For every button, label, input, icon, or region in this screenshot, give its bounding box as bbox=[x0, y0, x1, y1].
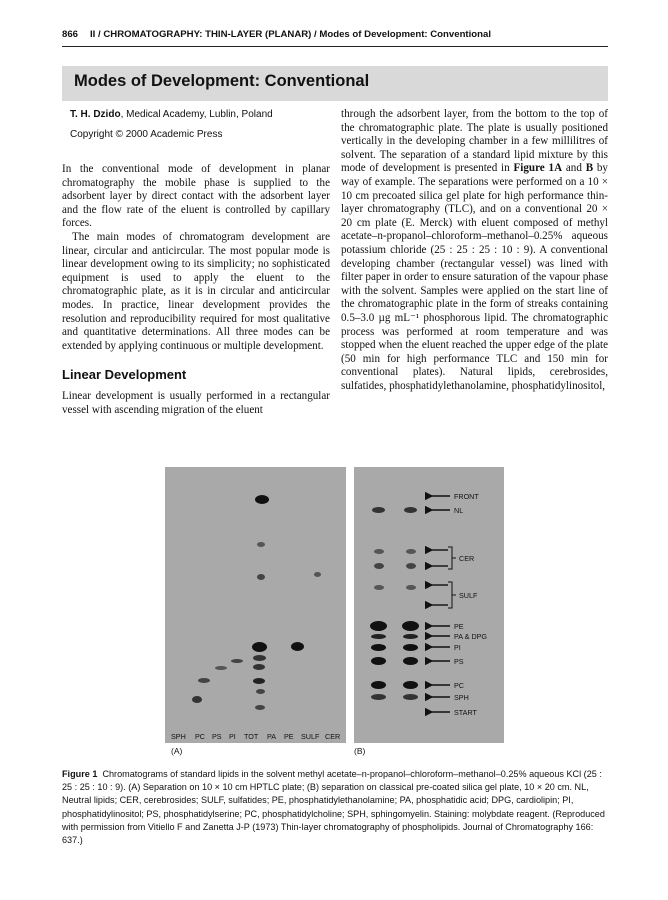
marker-sph: SPH bbox=[454, 693, 469, 702]
spot bbox=[372, 507, 385, 513]
spot bbox=[403, 681, 418, 689]
spot bbox=[404, 507, 417, 513]
section-heading: Linear Development bbox=[62, 367, 187, 383]
spot bbox=[253, 655, 266, 661]
spot bbox=[374, 563, 384, 569]
spot bbox=[371, 634, 386, 639]
spot bbox=[256, 689, 265, 694]
article-title: Modes of Development: Conventional bbox=[74, 72, 370, 90]
brace-sulf bbox=[448, 582, 456, 608]
marker-cer: CER bbox=[459, 554, 475, 563]
intro-paragraph-2: The main modes of chromatogram development are linear, circular and anticircular. The most popular mode is linear development owing to its simplicity; no sophisticated equipment is used to apply the eluent to the chromatographic plate, as it is in circular and anticircular modes. In practice, linear development provides the resolution and reproducibility required for most qualitative and quantitative determinations. All three modes can be extended by applying continuous or multiple development. bbox=[62, 230, 330, 352]
spot bbox=[192, 696, 202, 703]
spot bbox=[403, 657, 418, 665]
running-head-text: II / CHROMATOGRAPHY: THIN-LAYER (PLANAR) / Modes of Development: Conventional bbox=[90, 29, 492, 40]
paragraph-text-part-2: and bbox=[562, 162, 586, 175]
spot bbox=[406, 549, 416, 554]
figure-caption bbox=[62, 768, 608, 847]
figure-reference-link-b[interactable]: B bbox=[585, 162, 594, 175]
spot bbox=[253, 678, 265, 684]
marker-front: FRONT bbox=[454, 492, 479, 501]
marker-nl: NL bbox=[454, 506, 464, 515]
author-affiliation: , Medical Academy, Lublin, Poland bbox=[120, 109, 273, 120]
lane-label-sulf: SULF bbox=[301, 732, 320, 741]
spot bbox=[252, 642, 267, 652]
spot bbox=[215, 666, 227, 670]
tlc-plate-b bbox=[354, 467, 504, 743]
lane-label-pi: PI bbox=[229, 732, 236, 741]
brace-cer bbox=[448, 547, 456, 569]
spot bbox=[257, 542, 265, 547]
running-head bbox=[62, 29, 608, 40]
lane-label-cer: CER bbox=[325, 732, 341, 741]
spot bbox=[403, 694, 418, 700]
figure-1 bbox=[165, 467, 515, 757]
tlc-plate-a bbox=[165, 467, 346, 743]
marker-ps: PS bbox=[454, 657, 464, 666]
marker-pe: PE bbox=[454, 622, 464, 631]
figure-reference-link[interactable]: Figure 1A bbox=[513, 162, 563, 175]
copyright-line: Copyright © 2000 Academic Press bbox=[70, 129, 223, 140]
spot bbox=[198, 678, 210, 683]
spot bbox=[371, 694, 386, 700]
spot bbox=[370, 621, 387, 631]
lane-label-pc: PC bbox=[195, 732, 205, 741]
spot bbox=[253, 664, 265, 670]
spot bbox=[374, 549, 384, 554]
marker-pa-dpg: PA & DPG bbox=[454, 632, 488, 641]
lane-label-ps: PS bbox=[212, 732, 222, 741]
spot bbox=[406, 585, 416, 590]
spot bbox=[406, 563, 416, 569]
spot bbox=[371, 657, 386, 665]
caption-text: Chromatograms of standard lipids in the solvent methyl acetate–n-propanol–chloroform–methanol–0.25% aqueous KCl (25 : 25 : 25 : 10 : 9). (A) Separation on 10 × 10 cm HPTLC plate; (B) separation on classical pre-coated silica gel plate, 10 × 20 cm. NL, Neutral lipids; CER, cerebrosides; SULF, sulfatides; PE, phosphatidylethanolamine; PA, phosphatidic acid; DPG, cardiolipin; PI, phosphatidylinositol; PS, phosphatidylserine; PC, phosphatidylcholine; SPH, sphingomyelin. Staining: molybdate reagent. (Reproduced with permission from Vitiello F and Zanetta J-P (1973) Thin-layer chromatography of phospholipids. Journal of Chromatography 166: 637.) bbox=[62, 769, 605, 846]
lane-label-pe: PE bbox=[284, 732, 294, 741]
spot bbox=[402, 621, 419, 631]
spot bbox=[371, 681, 386, 689]
author-name: T. H. Dzido bbox=[70, 109, 121, 120]
spot bbox=[255, 705, 265, 710]
marker-start: START bbox=[454, 708, 477, 717]
spot bbox=[403, 644, 418, 651]
lane-label-pa: PA bbox=[267, 732, 277, 741]
spot bbox=[374, 585, 384, 590]
intro-paragraph-1: In the conventional mode of development in planar chromatography the mobile phase is supplied to the adsorbent layer by direct contact with the adsorbent layer and the flow rate of the eluent is controlled by capillary forces. bbox=[62, 163, 330, 230]
spot bbox=[371, 644, 386, 651]
section-paragraph-right bbox=[341, 108, 608, 393]
panel-a-tag: (A) bbox=[171, 746, 183, 756]
spot bbox=[291, 642, 304, 651]
panel-b-tag: (B) bbox=[354, 746, 366, 756]
spot bbox=[231, 659, 243, 663]
marker-pi: PI bbox=[454, 643, 461, 652]
page-number: 866 bbox=[62, 29, 79, 40]
left-column bbox=[62, 108, 330, 417]
marker-sulf: SULF bbox=[459, 591, 478, 600]
header-rule bbox=[62, 46, 608, 47]
lane-label-tot: TOT bbox=[244, 732, 259, 741]
author-line bbox=[70, 108, 330, 121]
right-column bbox=[341, 108, 608, 393]
spot bbox=[314, 572, 321, 577]
paragraph-text-part-3: by way of example. The separations were performed on a 10 × 10 cm precoated silica gel plate for high performance thin-layer chromatography (TLC), and on a conventional 20 × 20 cm plate (E. Merck) with eluent composed of methyl acetate–n-propanol–chloroform–methanol–0.25% aqueous potassium chloride (25 : 25 : 25 : 10 : 9). A conventional developing chamber (rectangular vessel) was lined with filter paper in order to ensure saturation of the vapour phase with the solvent. Samples were applied on the start line of the chromatographic plate in the form of streaks containing 0.5–3.0 µg mL⁻¹ phosphorous lipid. The chromatographic process was performed at room temperature and was stopped when the eluent reached the upper edge of the plate (50 min for high performance TLC and 150 min for conventional plates). Natural lipids, cerebrosides, sulfatides, phosphatidylethanolamine, phosphatidylinositol, bbox=[341, 162, 608, 392]
article-title-band bbox=[62, 66, 608, 101]
caption-label: Figure 1 bbox=[62, 769, 98, 779]
paragraph-text-part-1: through the adsorbent layer, from the bottom to the top of the chromatographic plate. The plate is usually positioned vertically in the developing chamber in a few millilitres of solvent. The separation of a standard lipid mixture by this mode of development is presented in bbox=[341, 108, 608, 175]
spot bbox=[255, 495, 269, 504]
spot bbox=[257, 574, 265, 580]
spot bbox=[403, 634, 418, 639]
marker-pc: PC bbox=[454, 681, 464, 690]
section-paragraph-left: Linear development is usually performed in a rectangular vessel with ascending migration of the eluent bbox=[62, 389, 330, 416]
lane-label-sph: SPH bbox=[171, 732, 186, 741]
